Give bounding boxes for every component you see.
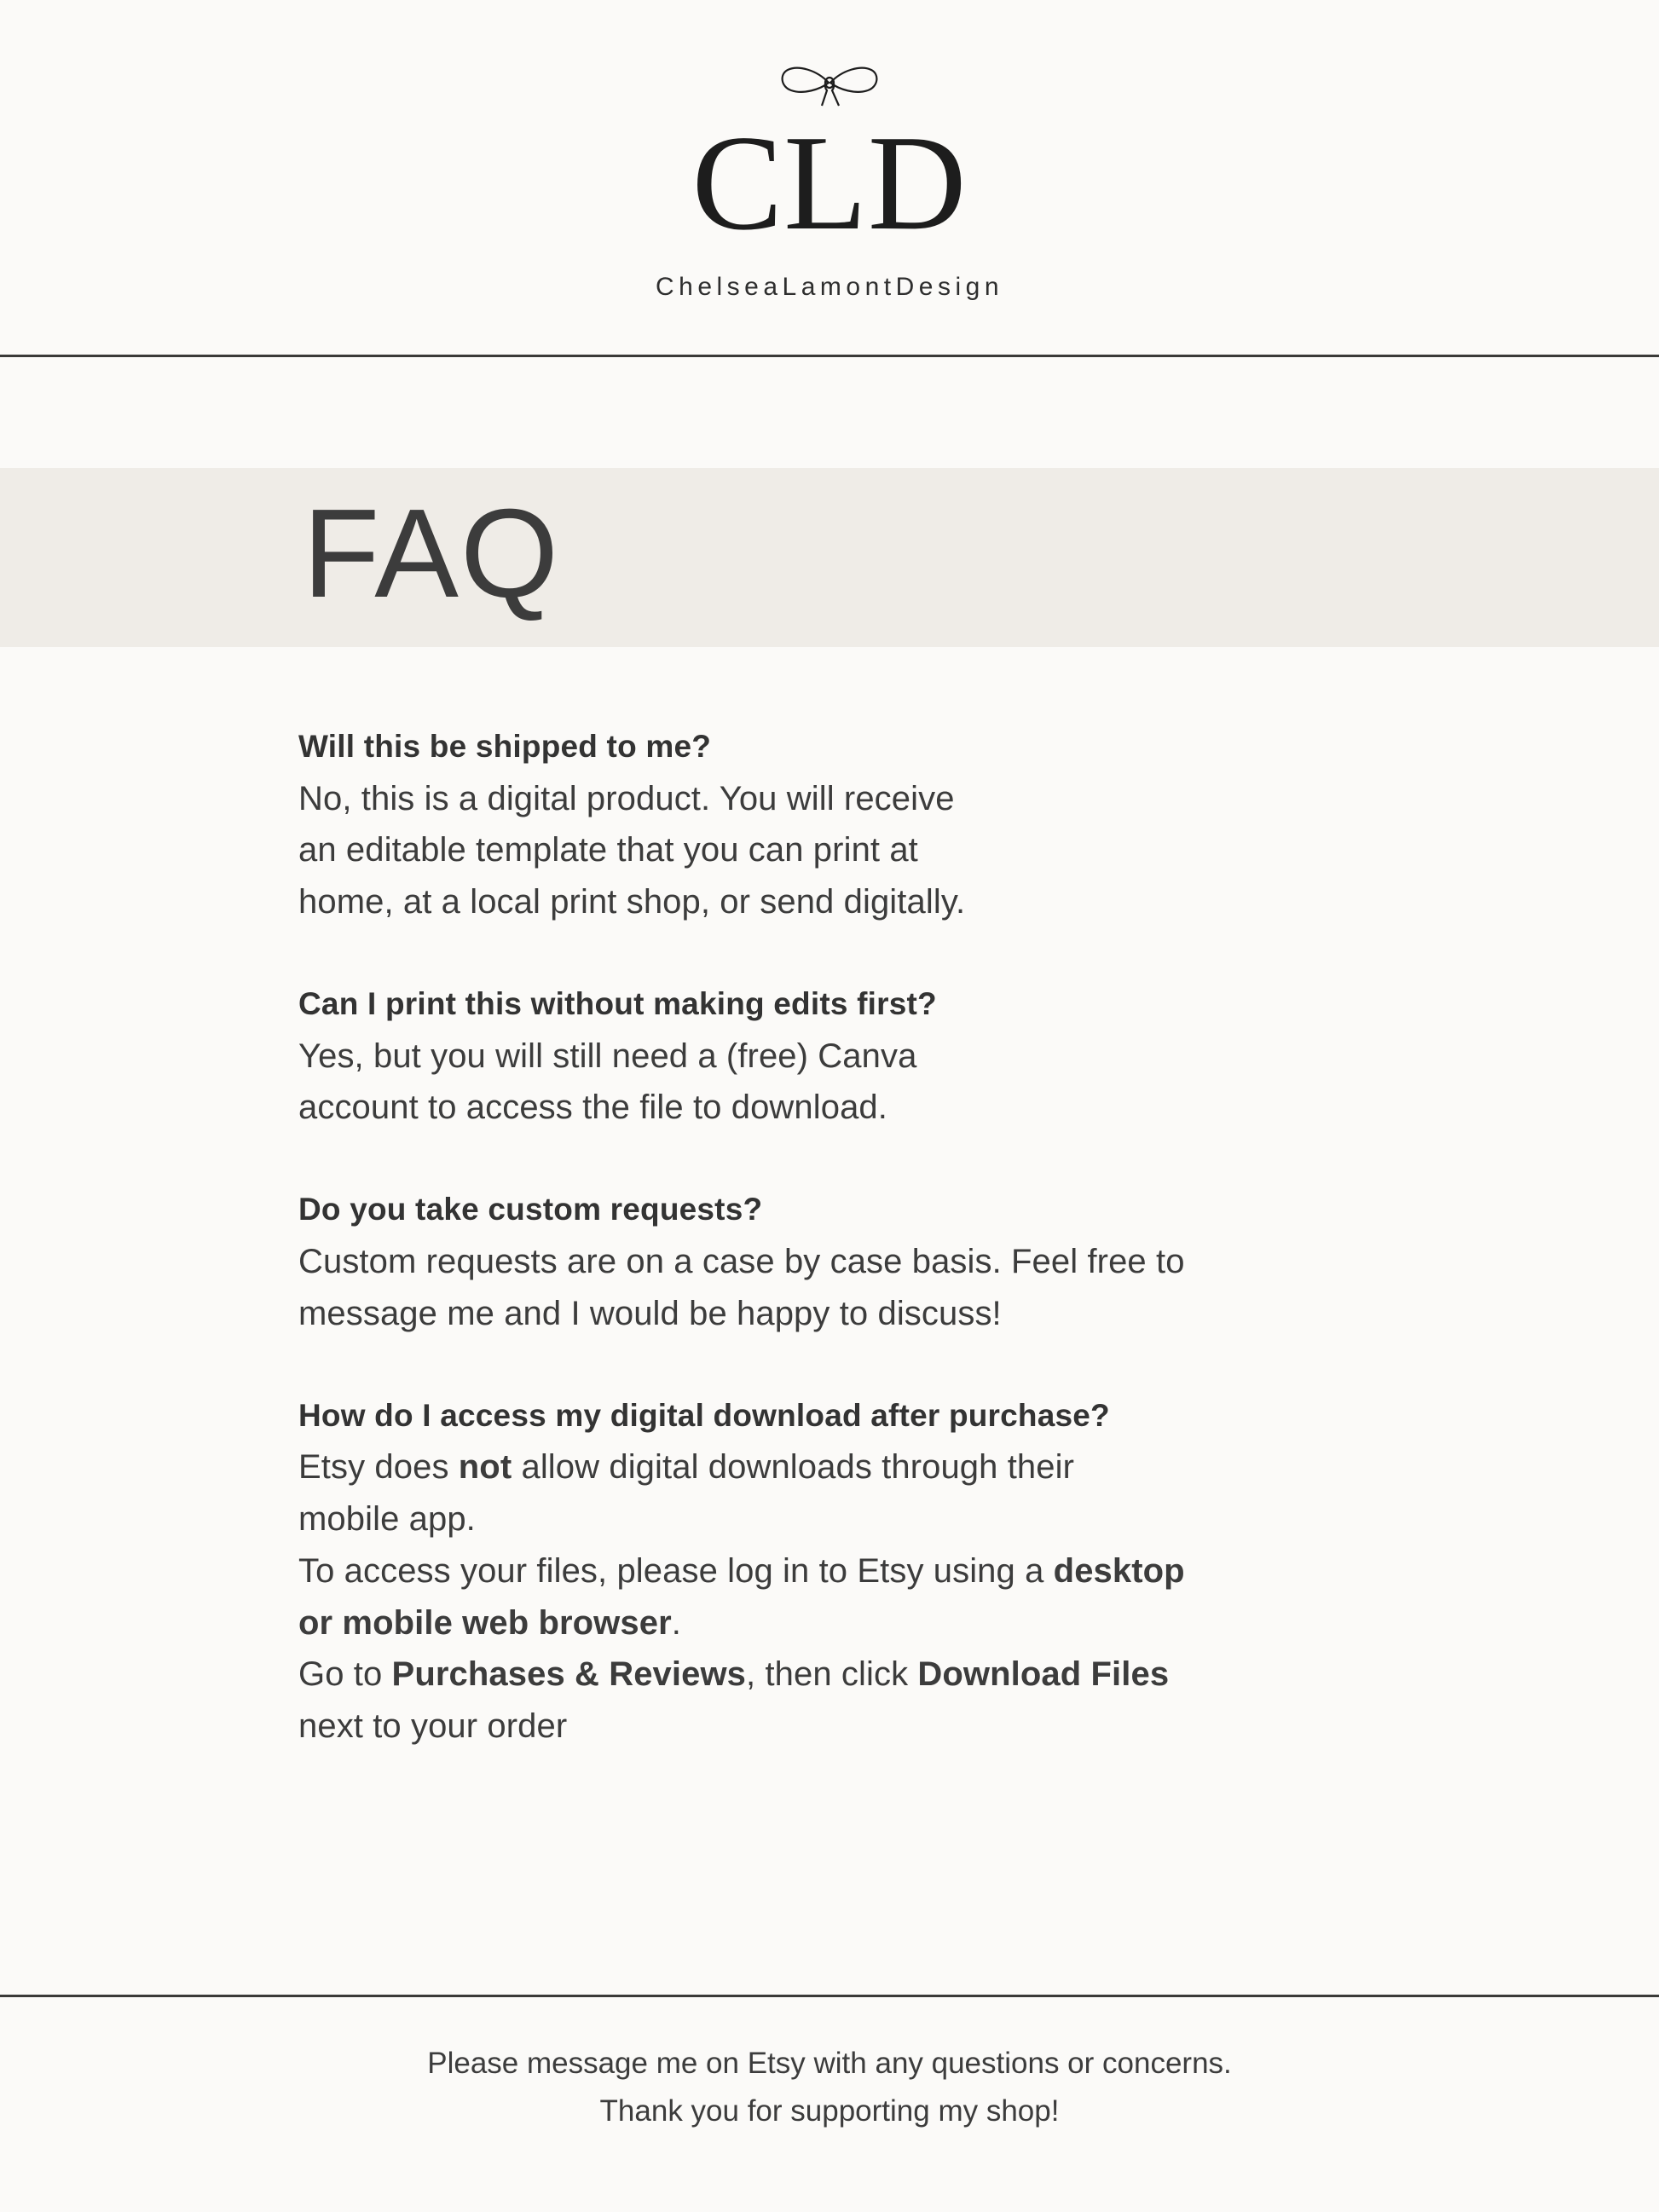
faq-answer-line: an editable template that you can print at (298, 831, 918, 869)
faq-answer-line: Yes, but you will still need a (free) Canva (298, 1037, 917, 1075)
answer-emphasis: Purchases & Reviews (391, 1655, 747, 1694)
answer-text: . (671, 1603, 681, 1642)
faq-question: Will this be shipped to me? (298, 729, 712, 764)
answer-emphasis: or mobile web browser (298, 1603, 672, 1642)
faq-answer (298, 1031, 1471, 1135)
footer-line-1: Please message me on Etsy with any questions or concerns. (427, 2047, 1232, 2080)
header-divider (0, 355, 1659, 357)
faq-question: Can I print this without making edits first? (298, 986, 937, 1022)
faq-answer-line (298, 1441, 1471, 1493)
logo-wordmark: ChelseaLamontDesign (655, 273, 1003, 301)
footer-text (0, 1997, 1659, 2135)
faq-answer-line: mobile app. (298, 1499, 476, 1538)
answer-text: Etsy does (298, 1448, 459, 1487)
faq-answer (298, 773, 1471, 928)
answer-text: To access your files, please log in to Etsy using a (298, 1551, 1054, 1590)
faq-list (0, 647, 1659, 1995)
faq-answer-line: home, at a local print shop, or send digitally. (298, 883, 966, 921)
answer-emphasis: not (458, 1448, 512, 1487)
logo-mark: CLD (691, 107, 968, 258)
faq-question: How do I access my digital download after purchase? (298, 1397, 1110, 1433)
footer-spacer (0, 2135, 1659, 2212)
page-header (0, 0, 1659, 357)
faq-item (298, 1393, 1471, 1753)
faq-question: Do you take custom requests? (298, 1192, 763, 1227)
faq-answer (298, 1236, 1471, 1340)
faq-item (298, 1187, 1471, 1339)
faq-answer-line (298, 1649, 1471, 1701)
faq-answer-line: No, this is a digital product. You will receive (298, 779, 955, 817)
title-band (0, 468, 1659, 647)
footer-line-2: Thank you for supporting my shop! (599, 2094, 1060, 2128)
faq-answer-line (298, 1545, 1471, 1597)
answer-text: , then click (746, 1655, 918, 1694)
faq-answer-line: next to your order (298, 1707, 568, 1746)
bow-icon (774, 49, 885, 109)
page-footer (0, 1995, 1659, 2212)
answer-text: allow digital downloads through their (512, 1448, 1075, 1487)
faq-answer-line: account to access the file to download. (298, 1089, 887, 1127)
answer-text: Go to (298, 1655, 392, 1694)
answer-emphasis: Download Files (917, 1655, 1170, 1694)
faq-answer-line (298, 1597, 1471, 1649)
faq-item (298, 981, 1471, 1134)
faq-item (298, 724, 1471, 928)
faq-answer-line: Custom requests are on a case by case basis. Feel free to (298, 1242, 1185, 1280)
answer-emphasis: desktop (1053, 1551, 1185, 1590)
page-title: FAQ (303, 483, 561, 624)
faq-answer-line: message me and I would be happy to discuss! (298, 1294, 1002, 1332)
faq-answer (298, 1441, 1471, 1753)
